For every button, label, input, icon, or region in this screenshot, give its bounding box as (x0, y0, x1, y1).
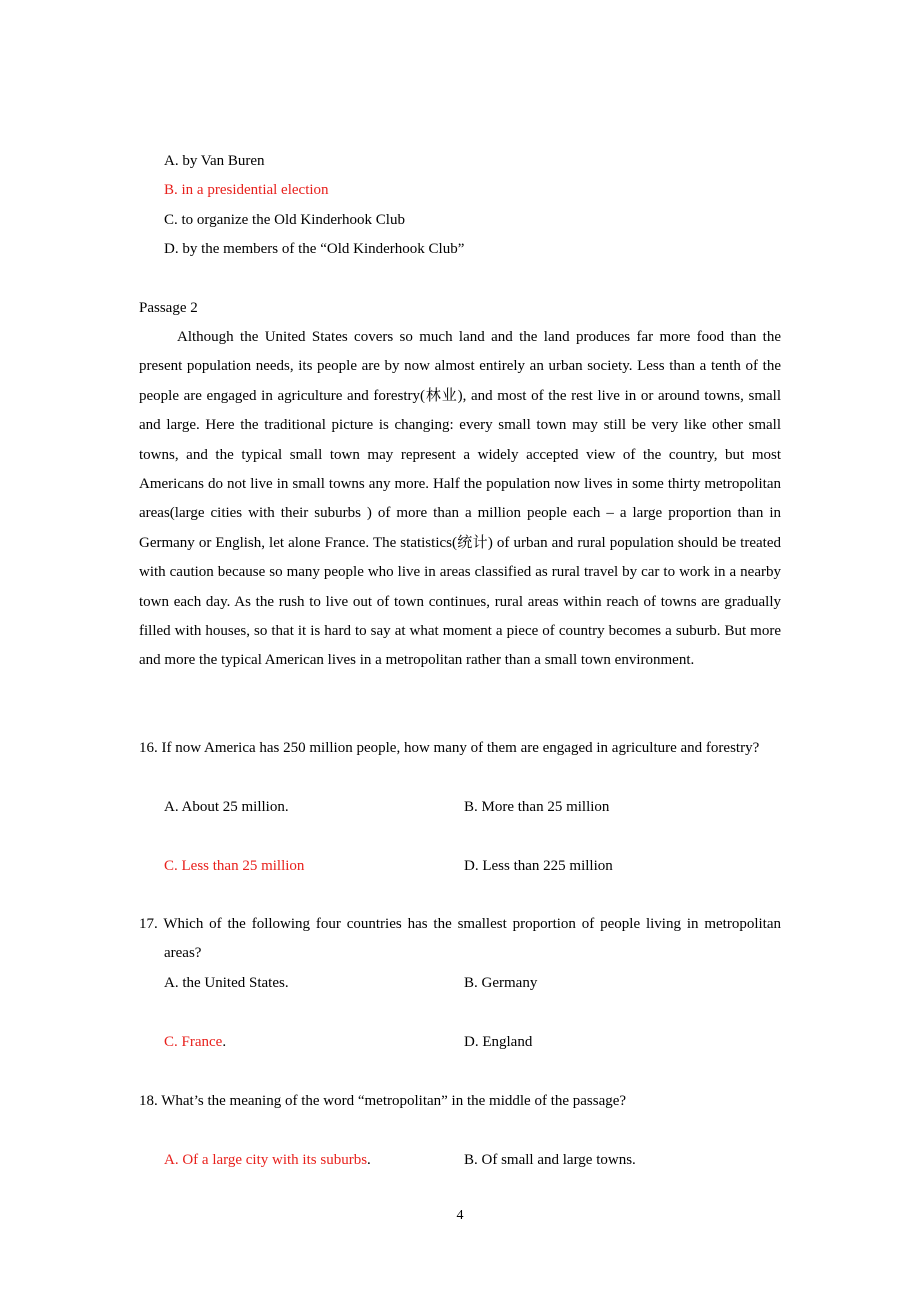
option-b-correct: B. in a presidential election (164, 182, 329, 198)
q18-option-a (164, 1150, 371, 1170)
q18-option-a-correct: A. Of a large city with its suburbs (164, 1152, 368, 1168)
option-c: C. to organize the Old Kinderhook Club (164, 212, 405, 228)
passage-text: Although the United States covers so much land and the land produces far more food than the present population needs, its people are by now almost entirely an urban society. Less than a tenth of the people are engaged in agriculture and forestry(林业), and most of the rest live in or around towns, small and large. Here the traditional picture is changing: every small town may still be very like other small towns, and the typical small town may represent a widely accepted view of the country, but most Americans do not live in small towns any more. Half the population now lives in some thirty metropolitan areas(large cities with their suburbs ) of more than a million people each – a large proportion than in Germany or English, let alone France. The statistics(统计) of urban and rural population should be treated with caution because so many people who live in areas classified as rural travel by car to work in a nearby town each day. As the rush to live out of town continues, rural areas within reach of towns are gradually filled with houses, so that it is hard to say at what moment a piece of country becomes a suburb. But more and more the typical American lives in a metropolitan rather than a small town environment. (139, 329, 781, 669)
q17-option-b: B. Germany (464, 975, 538, 991)
page-number: 4 (456, 1208, 464, 1223)
q16-option-c-correct: C. Less than 25 million (164, 858, 305, 874)
q17-option-c-suffix: . (222, 1034, 227, 1050)
question-18-stem: 18. What’s the meaning of the word “metropolitan” in the middle of the passage? (139, 1093, 627, 1109)
question-16-stem: 16. If now America has 250 million people, how many of them are engaged in agriculture and forestry? (139, 740, 760, 756)
option-d: D. by the members of the “Old Kinderhook Club” (164, 241, 465, 257)
option-a: A. by Van Buren (164, 153, 265, 169)
q17-option-d: D. England (464, 1034, 533, 1050)
q17-option-a: A. the United States. (164, 975, 289, 991)
question-17-stem: 17. Which of the following four countries has the smallest proportion of people living in metropolitan areas? (139, 916, 781, 962)
q16-option-d: D. Less than 225 million (464, 858, 613, 874)
q18-option-a-suffix: . (367, 1152, 371, 1168)
q16-option-a: A. About 25 million. (164, 799, 289, 815)
q16-option-b: B. More than 25 million (464, 799, 610, 815)
passage-heading: Passage 2 (139, 300, 198, 316)
q17-option-c-correct: C. France (164, 1034, 223, 1050)
passage-body (139, 323, 781, 676)
q18-option-b: B. Of small and large towns. (464, 1152, 636, 1168)
q17-option-c (164, 1032, 226, 1052)
